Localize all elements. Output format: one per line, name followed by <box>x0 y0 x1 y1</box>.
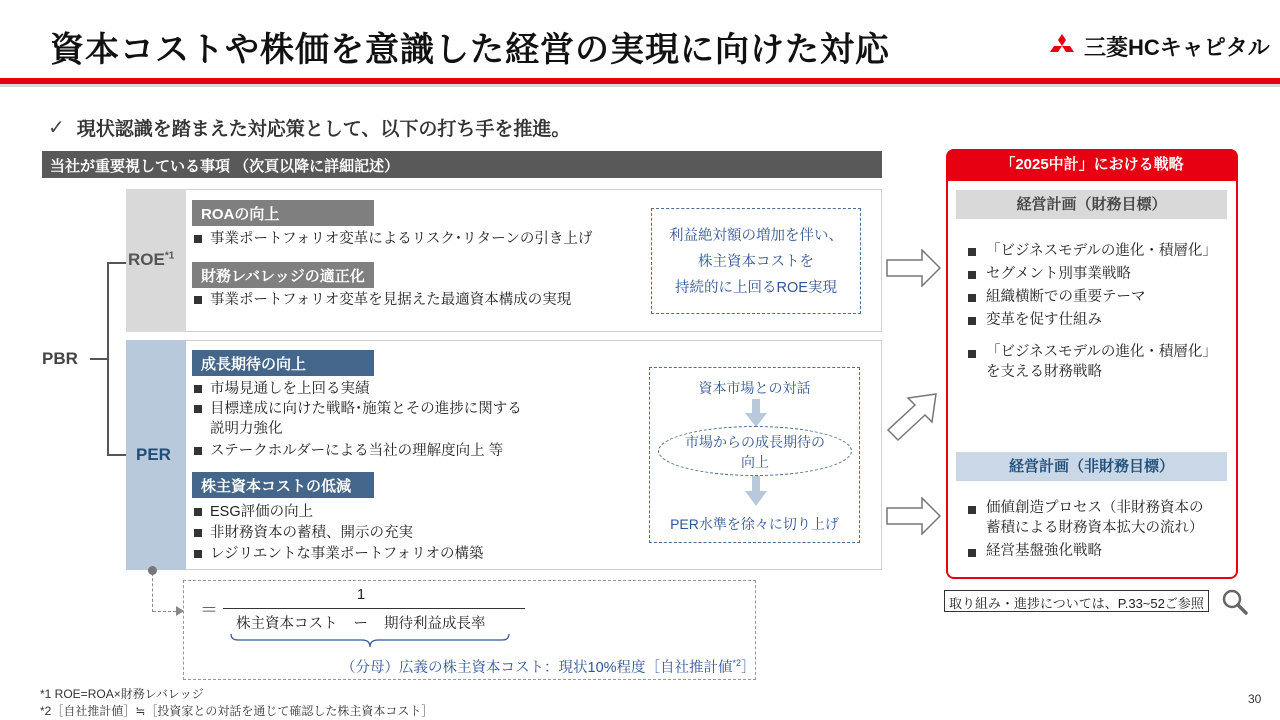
ellipse-line: 向上 <box>741 454 769 470</box>
header-shadow-rule <box>0 84 1280 87</box>
formula-numerator: 1 <box>357 587 366 603</box>
list-item-continuation: 説明力強化 <box>210 421 283 437</box>
roe-callout <box>651 208 861 314</box>
formula-equals: ＝ <box>200 600 218 620</box>
company-logo <box>1048 30 1270 62</box>
tree-branch-roe <box>107 262 126 264</box>
list-item: レジリエントな事業ポートフォリオの構築 <box>192 544 484 565</box>
connector-dot <box>148 566 157 575</box>
diagonal-arrow-icon <box>886 393 938 443</box>
magnifier-icon <box>1221 588 1249 616</box>
pbr-label: PBR <box>42 349 78 368</box>
strategy-title: 「2025中計」における戦略 <box>946 149 1238 181</box>
leverage-bullets <box>192 290 571 310</box>
list-item: 目標達成に向けた戦略･施策とその進捗に関する <box>192 399 522 419</box>
list-item: 非財務資本の蓄積、開示の充実 <box>192 523 484 544</box>
financial-items <box>966 240 1217 332</box>
right-arrow-icon <box>886 497 942 535</box>
ellipse-line: 市場からの成長期待の <box>685 434 825 450</box>
tree-connector <box>90 358 108 360</box>
list-item-continuation: を支える財務戦略 <box>986 364 1102 380</box>
list-item: 変革を促す仕組み <box>966 309 1217 332</box>
callout-line: 持続的に上回るROE実現 <box>675 280 837 296</box>
logo-text: 三菱HCキャピタル <box>1084 34 1270 60</box>
nonfinancial-heading: 経営計画（非財務目標） <box>956 452 1227 481</box>
cost-heading: 株主資本コストの低減 <box>192 472 374 498</box>
roe-label: ROE$^{*1}$ <box>128 250 175 269</box>
growth-bullets <box>192 379 522 461</box>
callout-line: 株主資本コストを <box>698 254 814 270</box>
callout-top: 資本市場との対話 <box>698 380 811 396</box>
nonfinancial-items <box>966 498 1204 561</box>
subtitle-text: 現状認識を踏まえた対応策として、以下の打ち手を推進。 <box>76 119 571 140</box>
roa-heading: ROAの向上 <box>192 200 374 226</box>
callout-line: 利益絶対額の増加を伴い、 <box>669 228 843 244</box>
footnote-1: *1 ROE=ROA×財務レバレッジ <box>40 687 204 701</box>
per-callout <box>649 367 860 543</box>
down-arrow-icon <box>745 476 767 506</box>
list-item: 「ビジネスモデルの進化・積層化」 <box>966 240 1217 263</box>
formula-note: （分母）広義の株主資本コスト：現状10%程度［自社推計値$^{*2}$］ <box>341 658 756 676</box>
section-band: 当社が重要視している事項 （次頁以降に詳細記述） <box>42 151 882 178</box>
financial-strategy-item <box>966 342 1217 382</box>
list-item: 価値創造プロセス（非財務資本の <box>966 498 1204 518</box>
right-arrow-icon <box>886 249 942 287</box>
list-item: 事業ポートフォリオ変革によるリスク･リターンの引き上げ <box>192 229 592 249</box>
list-item-continuation: 蓄積による財務資本拡大の流れ） <box>986 520 1204 536</box>
growth-ellipse <box>658 426 852 476</box>
formula-denominator: 株主資本コスト ー 期待利益成長率 <box>236 616 486 632</box>
growth-heading: 成長期待の向上 <box>192 350 374 376</box>
reference-note[interactable]: 取り組み・進捗については、P.33~52ご参照 <box>944 590 1209 612</box>
subtitle <box>48 114 570 141</box>
three-diamonds-icon <box>1048 34 1076 58</box>
per-label: PER <box>136 445 171 464</box>
fraction-bar <box>223 608 525 609</box>
list-item: ステークホルダーによる当社の理解度向上 等 <box>192 441 522 461</box>
list-item: 経営基盤強化戦略 <box>966 541 1204 561</box>
tree-branch-per <box>107 454 126 456</box>
list-item: 「ビジネスモデルの進化・積層化」 <box>966 342 1217 362</box>
down-arrow-icon <box>745 399 767 427</box>
check-icon: ✓ <box>48 117 65 139</box>
page-title: 資本コストや株価を意識した経営の実現に向けた対応 <box>50 31 890 69</box>
callout-bottom: PER水準を徐々に切り上げ <box>670 516 839 532</box>
tree-vertical <box>107 262 109 455</box>
list-item: 市場見通しを上回る実績 <box>192 379 522 399</box>
roa-bullets <box>192 229 592 249</box>
cost-bullets <box>192 502 484 565</box>
brace-icon <box>230 632 510 648</box>
financial-heading: 経営計画（財務目標） <box>956 190 1227 219</box>
list-item: 事業ポートフォリオ変革を見据えた最適資本構成の実現 <box>192 290 571 310</box>
list-item: 組織横断での重要テーマ <box>966 286 1217 309</box>
leverage-heading: 財務レバレッジの適正化 <box>192 262 374 288</box>
page-number: 30 <box>1248 692 1262 706</box>
list-item: ESG評価の向上 <box>192 502 484 523</box>
footnote-2: *2［自社推計値］≒［投資家との対話を通じて確認した株主資本コスト］ <box>40 704 434 718</box>
list-item: セグメント別事業戦略 <box>966 263 1217 286</box>
